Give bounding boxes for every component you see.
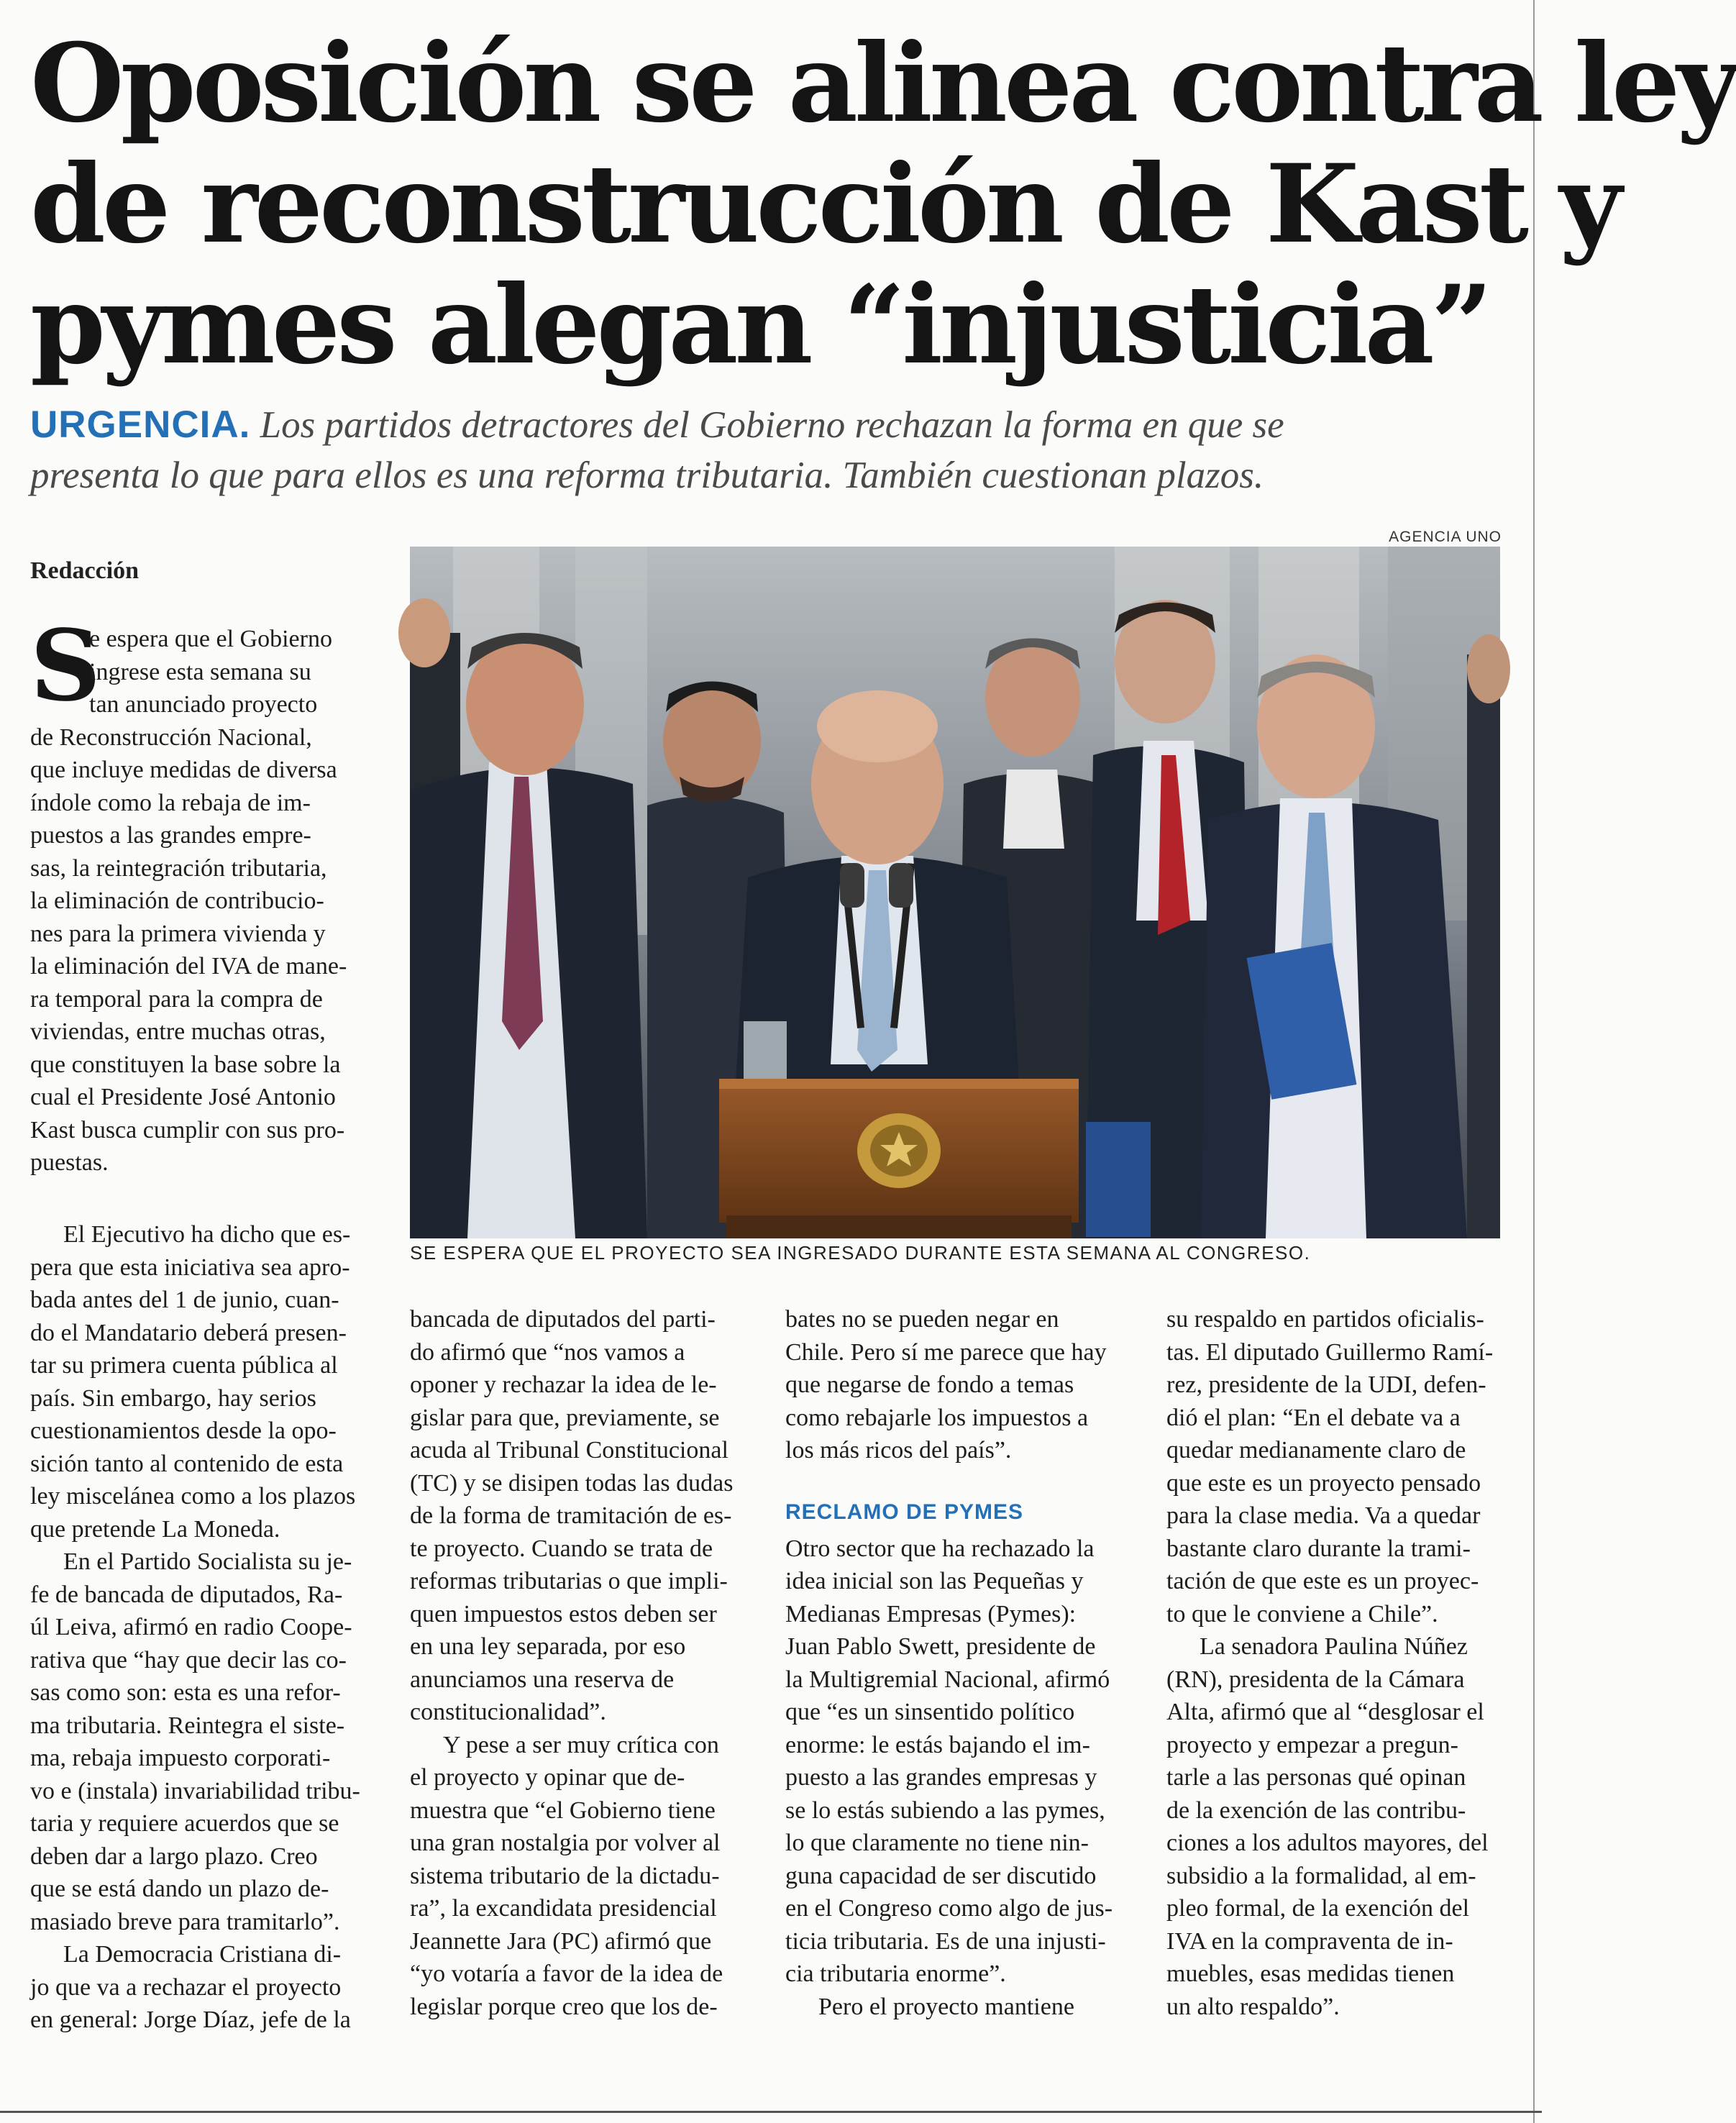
article-column-2 bbox=[410, 1303, 751, 2023]
text-line: IVA en la compraventa de in- bbox=[1166, 1927, 1453, 1955]
text-line: cuestionamientos desde la opo- bbox=[30, 1417, 337, 1444]
paragraph bbox=[410, 1729, 751, 2024]
text-line: tas. El diputado Guillermo Ramí- bbox=[1166, 1338, 1494, 1366]
text-line: jo que va a rechazar el proyecto bbox=[30, 1973, 342, 2001]
text-line: ticia tributaria. Es de una injusti- bbox=[785, 1927, 1106, 1955]
text-line: fe de bancada de diputados, Ra- bbox=[30, 1581, 343, 1608]
text-line: tarle a las personas qué opinan bbox=[1166, 1764, 1466, 1791]
article-column-4 bbox=[1166, 1303, 1509, 2023]
text-line: la Multigremial Nacional, afirmó bbox=[785, 1666, 1110, 1693]
text-line: ma tributaria. Reintegra el siste- bbox=[30, 1712, 345, 1739]
headline-line: pymes alegan “injusticia” bbox=[30, 262, 1489, 388]
text-line: Chile. Pero sí me parece que hay bbox=[785, 1338, 1107, 1366]
text-line: sas, la reintegración tributaria, bbox=[30, 854, 327, 882]
text-line: proyecto y empezar a pregun- bbox=[1166, 1731, 1458, 1758]
paragraph bbox=[1166, 1303, 1509, 1630]
dropcap: S bbox=[30, 608, 101, 723]
text-line: Kast busca cumplir con sus pro- bbox=[30, 1116, 345, 1143]
text-line: reformas tributarias o que impli- bbox=[410, 1568, 728, 1594]
text-line: te proyecto. Cuando se trata de bbox=[410, 1535, 713, 1562]
deck-kicker: URGENCIA. bbox=[30, 403, 251, 446]
text-line: masiado breve para tramitarlo”. bbox=[30, 1908, 340, 1935]
text-line: Jeannette Jara (PC) afirmó que bbox=[410, 1927, 712, 1955]
text-line: acuda al Tribunal Constitucional bbox=[410, 1437, 728, 1464]
text-line: Y pese a ser muy crítica con bbox=[443, 1731, 719, 1758]
paragraph bbox=[410, 1303, 751, 1729]
text-line: e espera que el Gobierno bbox=[89, 626, 332, 652]
text-line: nes para la primera vivienda y bbox=[30, 920, 326, 947]
text-line: en el Congreso como algo de jus- bbox=[785, 1895, 1113, 1922]
text-line: enorme: le estás bajando el im- bbox=[785, 1731, 1090, 1758]
text-line: cual el Presidente José Antonio bbox=[30, 1084, 336, 1110]
text-line: quedar medianamente claro de bbox=[1166, 1437, 1466, 1464]
text-line: tación de que este es un proyec- bbox=[1166, 1568, 1479, 1594]
text-line: (TC) y se disipen todas las dudas bbox=[410, 1469, 734, 1497]
text-line: que pretende La Moneda. bbox=[30, 1515, 280, 1543]
text-line: legislar porque creo que los de- bbox=[410, 1993, 718, 2020]
text-line: muestra que “el Gobierno tiene bbox=[410, 1796, 716, 1824]
text-line: un alto respaldo”. bbox=[1166, 1993, 1340, 2020]
text-line: Otro sector que ha rechazado la bbox=[785, 1535, 1095, 1562]
bottom-rule bbox=[0, 2111, 1542, 2113]
paragraph bbox=[785, 1533, 1126, 1991]
text-line: que “es un sinsentido político bbox=[785, 1699, 1075, 1725]
text-line: cia tributaria enorme”. bbox=[785, 1960, 1006, 1987]
text-line: lo que claramente no tiene nin- bbox=[785, 1830, 1089, 1856]
text-line: tan anunciado proyecto bbox=[89, 691, 318, 718]
text-line: ingrese esta semana su bbox=[89, 658, 311, 685]
headline-line: de reconstrucción de Kast y bbox=[30, 141, 1619, 268]
section-subhead: RECLAMO DE PYMES bbox=[785, 1499, 1024, 1524]
byline: Redacción bbox=[30, 557, 140, 584]
text-line: guna capacidad de ser discutido bbox=[785, 1862, 1097, 1889]
text-line: país. Sin embargo, hay serios bbox=[30, 1384, 316, 1412]
text-line: Alta, afirmó que al “desglosar el bbox=[1166, 1699, 1484, 1725]
deck bbox=[30, 400, 1512, 501]
text-line: (RN), presidenta de la Cámara bbox=[1166, 1666, 1465, 1693]
text-line: en general: Jorge Díaz, jefe de la bbox=[30, 2006, 351, 2033]
photo-credit: AGENCIA UNO bbox=[1389, 529, 1502, 545]
text-line: taria y requiere acuerdos que se bbox=[30, 1810, 339, 1837]
text-line: subsidio a la formalidad, al em- bbox=[1166, 1862, 1476, 1889]
text-line: que este es un proyecto pensado bbox=[1166, 1469, 1481, 1497]
press-conference-photo bbox=[410, 547, 1500, 1238]
headline bbox=[30, 20, 1736, 388]
text-line: bancada de diputados del parti- bbox=[410, 1306, 716, 1333]
text-line: en una ley separada, por eso bbox=[410, 1633, 686, 1660]
text-line: de Reconstrucción Nacional, bbox=[30, 723, 312, 751]
text-line: que se está dando un plazo de- bbox=[30, 1876, 329, 1902]
text-line: do afirmó que “nos vamos a bbox=[410, 1338, 685, 1366]
text-line: que negarse de fondo a temas bbox=[785, 1371, 1074, 1398]
text-line: Juan Pablo Swett, presidente de bbox=[785, 1633, 1096, 1660]
text-line: pleo formal, de la exención del bbox=[1166, 1895, 1470, 1922]
text-line: ciones a los adultos mayores, del bbox=[1166, 1830, 1489, 1856]
text-line: bada antes del 1 de junio, cuan- bbox=[30, 1287, 339, 1313]
text-line: úl Leiva, afirmó en radio Coope- bbox=[30, 1614, 352, 1640]
text-line: su respaldo en partidos oficialis- bbox=[1166, 1306, 1484, 1333]
text-line: tar su primera cuenta pública al bbox=[30, 1352, 338, 1379]
text-line: oponer y rechazar la idea de le- bbox=[410, 1371, 717, 1398]
text-line: anunciamos una reserva de bbox=[410, 1666, 675, 1693]
text-line: la eliminación del IVA de mane- bbox=[30, 953, 347, 980]
text-line: se lo estás subiendo a las pymes, bbox=[785, 1796, 1105, 1824]
text-line: sas como son: esta es una refor- bbox=[30, 1679, 341, 1706]
paragraph bbox=[30, 1546, 371, 1938]
text-line: de la forma de tramitación de es- bbox=[410, 1502, 732, 1529]
text-line: dió el plan: “En el debate va a bbox=[1166, 1404, 1461, 1431]
text-line: to que le conviene a Chile”. bbox=[1166, 1600, 1438, 1627]
paragraph bbox=[30, 1218, 371, 1546]
text-line: ra”, la excandidata presidencial bbox=[410, 1895, 717, 1922]
text-line: para la clase media. Va a quedar bbox=[1166, 1502, 1481, 1529]
text-line: puestos a las grandes empre- bbox=[30, 822, 311, 849]
deck-line-2: presenta lo que para ellos es una reforma tributaria. También cuestionan plazos. bbox=[30, 455, 1264, 496]
photo-caption: SE ESPERA QUE EL PROYECTO SEA INGRESADO DURANTE ESTA SEMANA AL CONGRESO. bbox=[410, 1242, 1311, 1264]
text-line: rez, presidente de la UDI, defen- bbox=[1166, 1371, 1486, 1398]
text-line: sición tanto al contenido de esta bbox=[30, 1450, 344, 1477]
text-line: “yo votaría a favor de la idea de bbox=[410, 1960, 723, 1987]
text-line: deben dar a largo plazo. Creo bbox=[30, 1843, 318, 1870]
paragraph bbox=[1166, 1630, 1509, 2023]
text-line: la eliminación de contribucio- bbox=[30, 887, 324, 914]
deck-line-1 bbox=[30, 400, 1512, 450]
text-line: La Democracia Cristiana di- bbox=[63, 1941, 342, 1968]
text-line: como rebajarle los impuestos a bbox=[785, 1404, 1089, 1431]
text-line: En el Partido Socialista su je- bbox=[63, 1548, 352, 1575]
deck-text-1: Los partidos detractores del Gobierno rechazan la forma en que se bbox=[260, 404, 1284, 446]
text-line: El Ejecutivo ha dicho que es- bbox=[63, 1221, 351, 1248]
text-line: una gran nostalgia por volver al bbox=[410, 1830, 721, 1856]
text-line: sistema tributario de la dictadu- bbox=[410, 1862, 720, 1889]
text-line: índole como la rebaja de im- bbox=[30, 789, 311, 816]
text-line: constitucionalidad”. bbox=[410, 1699, 606, 1725]
article-column-1b bbox=[30, 1218, 371, 2037]
text-line: vo e (instala) invariabilidad tribu- bbox=[30, 1777, 360, 1804]
headline-line: Oposición se alinea contra ley bbox=[30, 20, 1736, 147]
paragraph bbox=[30, 1938, 371, 2037]
text-line: que incluye medidas de diversa bbox=[30, 757, 337, 783]
text-line: ma, rebaja impuesto corporati- bbox=[30, 1745, 331, 1771]
text-line: el proyecto y opinar que de- bbox=[410, 1764, 685, 1791]
paragraph bbox=[785, 1991, 1126, 2024]
text-line: quen impuestos estos deben ser bbox=[410, 1600, 717, 1627]
text-line: los más ricos del país”. bbox=[785, 1437, 1012, 1464]
text-line: que constituyen la base sobre la bbox=[30, 1051, 341, 1078]
text-line: La senadora Paulina Núñez bbox=[1200, 1633, 1468, 1660]
paragraph bbox=[785, 1303, 1126, 1467]
article-column-3 bbox=[785, 1303, 1126, 2023]
text-line: Pero el proyecto mantiene bbox=[818, 1993, 1074, 2020]
text-line: bastante claro durante la trami- bbox=[1166, 1535, 1471, 1562]
text-line: puestas. bbox=[30, 1149, 109, 1176]
article-column-1a bbox=[30, 608, 371, 1179]
text-line: gislar para que, previamente, se bbox=[410, 1404, 720, 1431]
text-line: ra temporal para la compra de bbox=[30, 985, 323, 1013]
dropcap-lines bbox=[89, 623, 371, 721]
text-line: ley miscelánea como a los plazos bbox=[30, 1483, 356, 1510]
text-line: rativa que “hay que decir las co- bbox=[30, 1646, 347, 1674]
text-line: idea inicial son las Pequeñas y bbox=[785, 1568, 1084, 1594]
dropcap-paragraph bbox=[30, 608, 371, 723]
text-line: de la exención de las contribu- bbox=[1166, 1796, 1466, 1824]
text-line: do el Mandatario deberá presen- bbox=[30, 1319, 347, 1346]
text-line: viviendas, entre muchas otras, bbox=[30, 1018, 326, 1045]
paragraph bbox=[30, 721, 371, 1179]
text-line: pera que esta iniciativa sea apro- bbox=[30, 1254, 350, 1281]
text-line: muebles, esas medidas tienen bbox=[1166, 1960, 1455, 1987]
text-line: Medianas Empresas (Pymes): bbox=[785, 1600, 1077, 1627]
text-line: puesto a las grandes empresas y bbox=[785, 1764, 1097, 1791]
text-line: bates no se pueden negar en bbox=[785, 1306, 1059, 1333]
adjacent-page-edge bbox=[1533, 0, 1543, 2123]
